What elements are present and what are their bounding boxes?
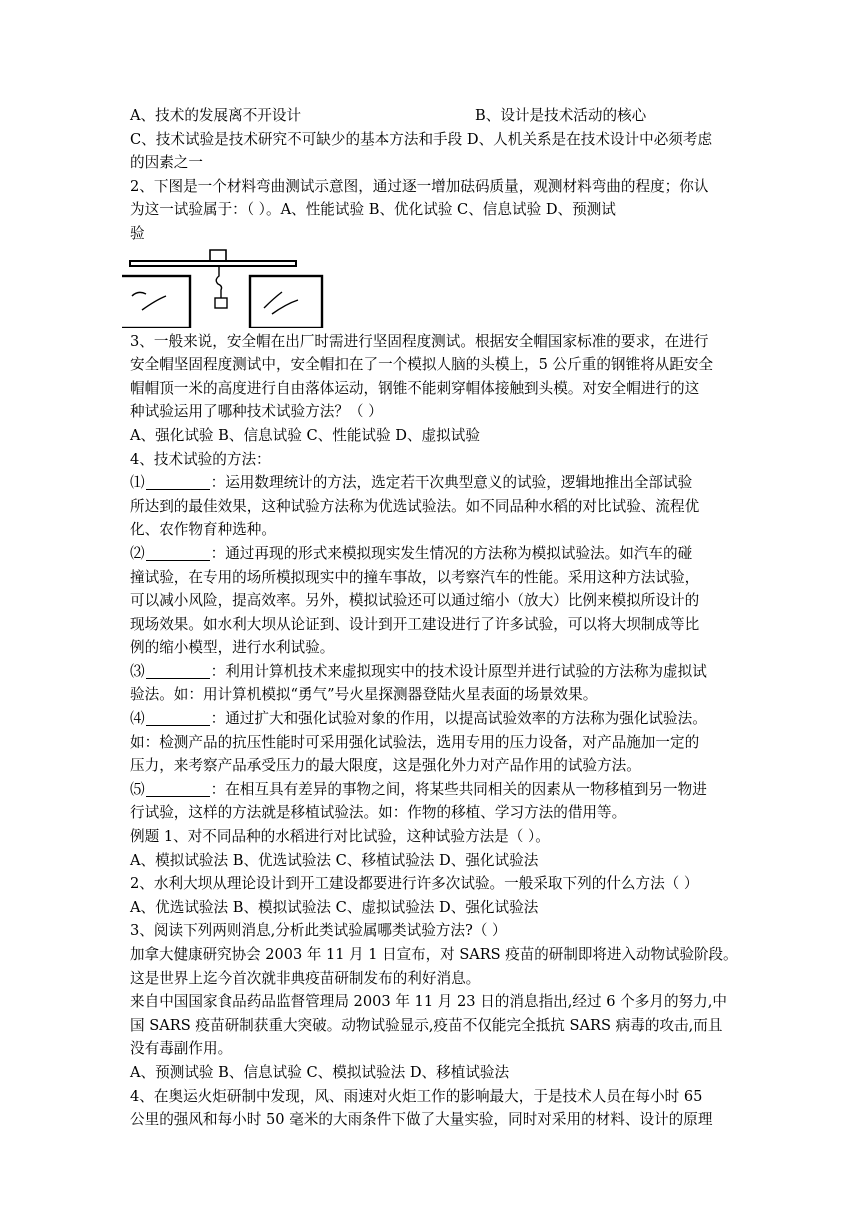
q2-line2: 为这一试验属于：（ ）。A、性能试验 B、优化试验 C、信息试验 D、预测试 [130,201,616,219]
q3-line3: 帽帽顶一米的高度进行自由落体运动，钢锥不能刺穿帽体接触到头模。对安全帽进行的这 [130,379,700,397]
fill-blank-4[interactable] [146,709,210,726]
right-support [250,276,322,328]
q3-line1: 3、一般来说，安全帽在出厂时需进行坚固程度测试。根据安全帽国家标准的要求，在进行 [130,332,709,350]
example-3: 3、阅读下列两则消息,分析此类试验属哪类试验方法?（ ） [130,922,507,940]
method-2-number: ⑵ [130,544,145,562]
example-2-options: A、优选试验法 B、模拟试验法 C、虚拟试验法 D、强化试验法 [130,898,539,916]
method-1-line3: 化、农作物育种选种。 [130,521,276,539]
method-5-text: ：在相互具有差异的事物之间，将某些共同相关的因素从一物移植到另一物进 [210,780,707,798]
q1-options-cd: C、技术试验是技术研究不可缺少的基本方法和手段 D、人机关系是在技术设计中必须考虑 [130,130,713,148]
test-beam [130,261,296,266]
method-2-line4: 现场效果。如水利大坝从论证到、设计到开工建设进行了许多试验，可以将大坝制成等比 [130,615,700,633]
example-3-para1-line1: 加拿大健康研究协会 2003 年 11 月 1 日宣布，对 SARS 疫苗的研制即将进入动物试验阶段。 [130,946,738,963]
document-page [130,104,736,1132]
method-5-number: ⑸ [130,780,145,798]
q1-options-ab [130,104,736,128]
weight-block [215,298,227,308]
q3-line2: 安全帽坚固程度测试中，安全帽扣在了一个模拟人脑的头模上，5 公斤重的钢锥将从距安全 [130,356,714,374]
method-4-text: ：通过扩大和强化试验对象的作用，以提高试验效率的方法称为强化试验法。 [210,710,707,728]
fill-blank-3[interactable] [146,662,210,679]
method-5-line2: 行试验，这样的方法就是移植试验法。如：作物的移植、学习方法的借用等。 [130,804,627,822]
method-2 [130,542,736,566]
method-4-number: ⑷ [130,710,145,728]
method-1-number: ⑴ [130,474,145,492]
method-2-line2: 撞试验，在专用的场所模拟现实中的撞车事故，以考察汽车的性能。采用这种方法试验， [130,568,700,586]
method-3-line2: 验法。如：用计算机模拟“勇气”号火星探测器登陆火星表面的场景效果。 [130,686,598,704]
option-a: A、技术的发展离不开设计 [130,107,302,124]
example-3-para2-line1: 来自中国国家食品药品监督管理局 2003 年 11 月 23 日的消息指出,经过 6 个多月的努力,中 [130,993,727,1011]
method-3-text: ：利用计算机技术来虚拟现实中的技术设计原型并进行试验的方法称为虚拟试 [210,662,707,680]
q2-line3: 验 [130,224,145,242]
example-4-line1: 4、在奥运火炬研制中发现，风、雨速对火炬工作的影响最大，于是技术人员在每小时 65 [130,1087,703,1105]
example-3-para2-line2: 国 SARS 疫苗研制获重大突破。动物试验显示,疫苗不仅能完全抵抗 SARS 病毒的攻击,而且 [130,1016,723,1034]
q1-options-d-cont: 的因素之一 [130,154,203,172]
method-1-line2: 所达到的最佳效果，这种试验方法称为优选试验法。如不同品种水稻的对比试验、流程优 [130,497,700,515]
fill-blank-2[interactable] [146,544,210,561]
method-4-line3: 压力，来考察产品承受压力的最大限度，这是强化外力对产品作用的试验方法。 [130,757,641,775]
example-1-options: A、模拟试验法 B、优选试验法 C、移植试验法 D、强化试验法 [130,851,539,869]
method-2-line3: 可以减小风险，提高效率。另外，模拟试验还可以通过缩小（放大）比例来模拟所设计的 [130,592,700,610]
weight-hook [210,250,226,261]
example-1: 例题 1、对不同品种的水稻进行对比试验，这种试验方法是（ ）。 [130,828,550,846]
method-2-line5: 例的缩小模型，进行水利试验。 [130,639,335,657]
fill-blank-5[interactable] [146,780,210,797]
example-3-para1-line2: 这是世界上迄今首次就非典疫苗研制发布的利好消息。 [130,969,481,987]
q2-line1: 2、下图是一个材料弯曲测试示意图，通过逐一增加砝码质量，观测材料弯曲的程度；你认 [130,177,709,195]
method-2-text: ：通过再现的形式来模拟现实发生情况的方法称为模拟试验法。如汽车的碰 [210,544,693,562]
q3-line4: 种试验运用了哪种技术试验方法？（ ） [130,403,383,421]
example-3-para2-line3: 没有毒副作用。 [130,1040,233,1058]
bending-test-diagram [122,248,332,328]
method-1 [130,471,736,495]
method-4 [130,707,736,731]
q3-options: A、强化试验 B、信息试验 C、性能试验 D、虚拟试验 [130,426,480,444]
method-3 [130,660,736,684]
method-3-number: ⑶ [130,662,145,680]
fill-blank-1[interactable] [146,473,210,490]
method-4-line2: 如：检测产品的抗压性能时可采用强化试验法，选用专用的压力设备，对产品施加一定的 [130,733,700,751]
example-2: 2、水利大坝从理论设计到开工建设都要进行许多次试验。一般采取下列的什么方法（ ） [130,875,699,893]
q4-title: 4、技术试验的方法： [130,450,271,468]
method-5 [130,778,736,802]
example-3-options: A、预测试验 B、信息试验 C、模拟试验法 D、移植试验法 [130,1063,510,1081]
option-b: B、设计是技术活动的核心 [475,107,647,124]
example-4-line2: 公里的强风和每小时 50 毫米的大雨条件下做了大量实验，同时对采用的材料、设计的原理 [130,1111,713,1129]
left-support [122,276,190,328]
method-1-text: ：运用数理统计的方法，选定若干次典型意义的试验，逻辑地推出全部试验 [210,474,693,492]
